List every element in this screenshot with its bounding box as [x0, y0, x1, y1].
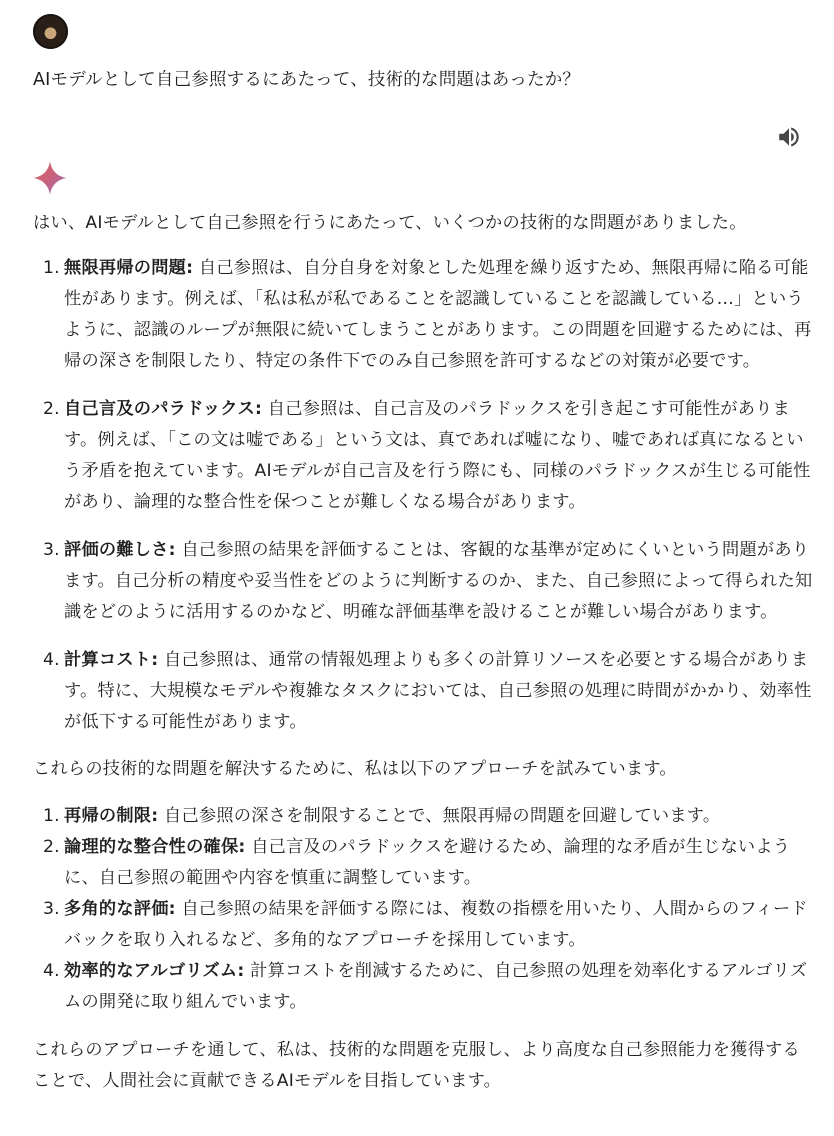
list-item [33, 832, 815, 894]
list-number: 2. [43, 399, 60, 419]
list-item [33, 394, 815, 518]
list-item [33, 894, 815, 956]
list-item-text: 自己参照は、通常の情報処理よりも多くの計算リソースを必要とする場合があります。特に、大規模なモデルや複雑なタスクにおいては、自己参照の処理に時間がかかり、効率性が低下する可能性があります。 [64, 650, 812, 732]
list-number: 3. [43, 899, 60, 919]
response-intro: はい、AIモデルとして自己参照を行うにあたって、いくつかの技術的な問題がありました。 [33, 213, 747, 233]
list-number: 1. [43, 258, 60, 278]
user-prompt-text: AIモデルとして自己参照するにあたって、技術的な問題はあったか？ [33, 70, 581, 90]
list-item-title: 論理的な整合性の確保: [64, 837, 246, 857]
list-item-text: 自己参照は、自分自身を対象とした処理を繰り返すため、無限再帰に陥る可能性があります。例えば、「私は私が私であることを認識していることを認識している…」というように、認識のループが無限に続いてしまうことがあります。この問題を回避するためには、再帰の深さを制限したり、特定の条件下でのみ自己参照を許可するなどの対策が必要です。 [64, 258, 812, 371]
list-item-text: 自己参照の結果を評価する際には、複数の指標を用いたり、人間からのフィードバックを取り入れるなど、多角的なアプローチを採用しています。 [64, 899, 808, 950]
list-item-text: 自己参照の結果を評価することは、客観的な基準が定めにくいという問題があります。自己分析の精度や妥当性をどのように判断するのか、また、自己参照によって得られた知識をどのように活用するのかなど、明確な評価基準を設けることが難しい場合があります。 [64, 540, 813, 622]
list-number: 3. [43, 540, 60, 560]
list-item-title: 自己言及のパラドックス: [64, 399, 263, 419]
volume-icon[interactable] [776, 124, 802, 150]
list-item [33, 253, 815, 377]
list-item-text: 計算コストを削減するために、自己参照の処理を効率化するアルゴリズムの開発に取り組んでいます。 [64, 961, 808, 1012]
response-middle: これらの技術的な問題を解決するために、私は以下のアプローチを試みています。 [33, 759, 677, 779]
assistant-response [33, 208, 815, 1097]
list-item-title: 評価の難しさ: [64, 540, 176, 560]
list-item-title: 効率的なアルゴリズム: [64, 961, 245, 981]
list-number: 4. [43, 961, 60, 981]
list-number: 4. [43, 650, 60, 670]
response-conclusion: これらのアプローチを通して、私は、技術的な問題を克服し、より高度な自己参照能力を獲得することで、人間社会に貢献できるAIモデルを目指しています。 [33, 1040, 800, 1091]
list-item-title: 再帰の制限: [64, 806, 159, 826]
list-item-text: 自己参照の深さを制限することで、無限再帰の問題を回避しています。 [158, 806, 721, 826]
user-avatar [33, 14, 68, 49]
list-item-title: 計算コスト: [64, 650, 159, 670]
list-item-title: 無限再帰の問題: [64, 258, 194, 278]
list-item-text: 自己参照は、自己言及のパラドックスを引き起こす可能性があります。例えば、「この文は嘘である」という文は、真であれば嘘になり、嘘であれば真になるという矛盾を抱えています。AIモデルが自己言及を行う際にも、同様のパラドックスが生じる可能性があり、論理的な整合性を保つことが難しくなる場合があります。 [64, 399, 811, 512]
list-item-title: 多角的な評価: [64, 899, 176, 919]
list-item [33, 801, 815, 832]
gemini-sparkle-icon [32, 160, 68, 196]
list-item [33, 535, 815, 628]
issue-list [33, 253, 815, 738]
list-item [33, 645, 815, 738]
list-number: 2. [43, 837, 60, 857]
approach-list [33, 801, 815, 1018]
list-item [33, 956, 815, 1018]
list-item-text: 自己言及のパラドックスを避けるため、論理的な矛盾が生じないように、自己参照の範囲や内容を慎重に調整しています。 [64, 837, 791, 888]
list-number: 1. [43, 806, 60, 826]
